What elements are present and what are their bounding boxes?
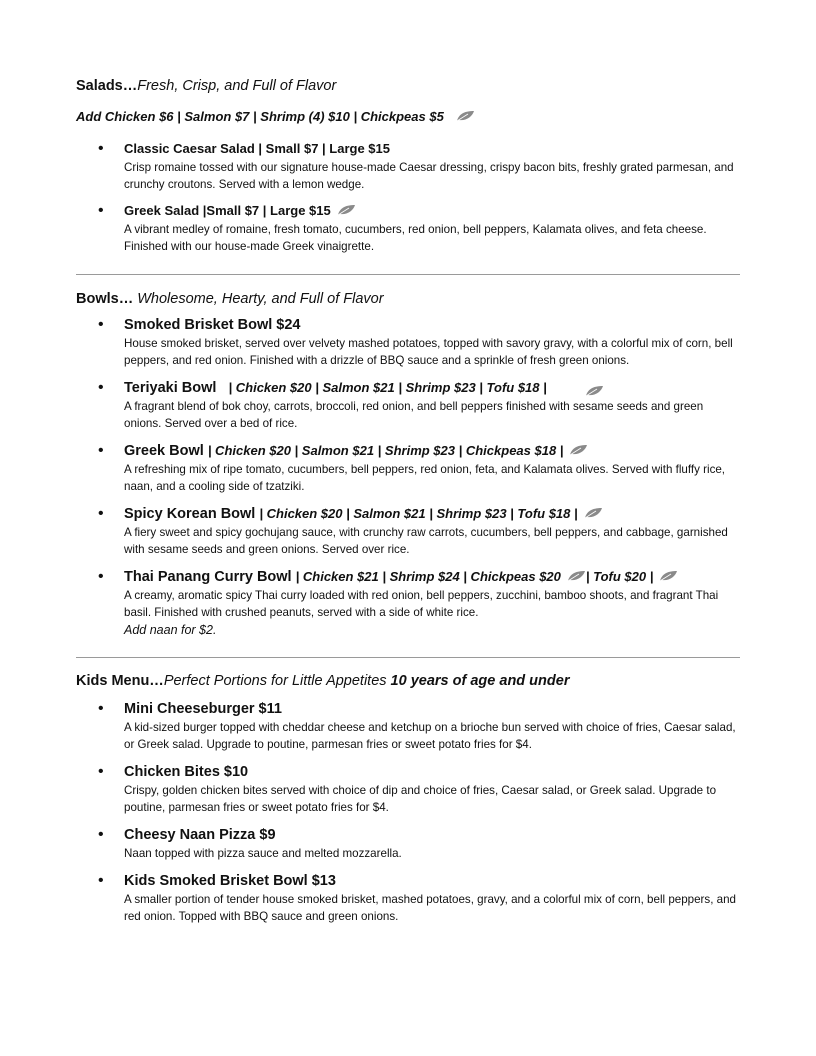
item-title: Teriyaki Bowl | Chicken $20 | Salmon $21 | Shrimp $23 | Tofu $18 | (124, 378, 740, 398)
bullet: • (98, 505, 104, 522)
salads-section (76, 76, 740, 255)
kids-section (76, 671, 740, 925)
item-title: Chicken Bites $10 (124, 764, 249, 780)
list-item (76, 378, 740, 432)
bullet: • (98, 568, 104, 585)
bullet: • (98, 140, 104, 157)
item-title: Classic Caesar Salad | Small $7 | Large $15 (124, 141, 390, 156)
leaf-icon (584, 507, 603, 519)
item-description: Crisp romaine tossed with our signature house-made Caesar dressing, crispy bacon bits, freshly grated parmesan, and crunchy croutons. Served with a lemon wedge. (124, 161, 734, 191)
list-item (76, 315, 740, 369)
list-item (76, 201, 740, 255)
item-title: Smoked Brisket Bowl $24 (124, 317, 301, 333)
item-description: A fiery sweet and spicy gochujang sauce, with crunchy raw carrots, cucumbers, bell peppers, and cabbage, garnished with sesame seeds and green onions. Served over rice. (124, 526, 728, 556)
leaf-icon (659, 570, 678, 582)
item-description: A refreshing mix of ripe tomato, cucumbers, bell peppers, red onion, feta, and Kalamata olives. Served with fluffy rice, naan, and a cooling side of tzatziki. (124, 463, 726, 493)
menu-page (76, 76, 740, 925)
leaf-icon (456, 110, 475, 122)
salads-heading: Salads…Fresh, Crisp, and Full of Flavor (76, 78, 337, 94)
item-title: Mini Cheeseburger $11 (124, 701, 282, 717)
list-item (76, 871, 740, 925)
item-description: House smoked brisket, served over velvety mashed potatoes, topped with savory gravy, with a colorful mix of corn, bell peppers, and red onion. Finished with a drizzle of BBQ sauce and a sprinkle of fresh green onions. (124, 337, 733, 367)
list-item (76, 762, 740, 816)
bowls-heading: Bowls… Wholesome, Hearty, and Full of Flavor (76, 291, 384, 307)
item-title: Spicy Korean Bowl | Chicken $20 | Salmon $21 | Shrimp $23 | Tofu $18 | (124, 504, 740, 524)
item-title: Greek Bowl | Chicken $20 | Salmon $21 | Shrimp $23 | Chickpeas $18 | (124, 441, 740, 461)
bowls-list (76, 315, 740, 639)
kids-heading: Kids Menu…Perfect Portions for Little Appetites 10 years of age and under (76, 673, 570, 689)
leaf-icon (567, 570, 586, 582)
kids-list (76, 699, 740, 925)
item-description: Crispy, golden chicken bites served with choice of dip and choice of fries, Caesar salad, or Greek salad. Upgrade to poutine, parmesan fries or sweet potato fries for $4. (124, 784, 717, 814)
item-description: A creamy, aromatic spicy Thai curry loaded with red onion, bell peppers, zucchini, bamboo shoots, and fragrant Thai basil. Finished with crushed peanuts, served with a side of white rice. (124, 589, 719, 619)
bullet: • (98, 316, 104, 333)
bullet: • (98, 700, 104, 717)
leaf-icon (337, 204, 356, 216)
item-description: A smaller portion of tender house smoked brisket, mashed potatoes, gravy, and a colorful mix of corn, bell peppers, and red onion. Topped with BBQ sauce and green onions. (124, 893, 737, 923)
bullet: • (98, 872, 104, 889)
item-title: Kids Smoked Brisket Bowl $13 (124, 873, 336, 889)
bullet: • (98, 826, 104, 843)
item-description: Naan topped with pizza sauce and melted mozzarella. (124, 847, 402, 860)
leaf-icon (585, 385, 604, 397)
item-description: A vibrant medley of romaine, fresh tomato, cucumbers, red onion, bell peppers, Kalamata olives, and feta cheese. Finished with our house-made Greek vinaigrette. (124, 223, 707, 253)
bowls-section (76, 289, 740, 639)
bullet: • (98, 763, 104, 780)
item-description: A kid-sized burger topped with cheddar cheese and ketchup on a brioche bun served with choice of fries, Caesar salad, or Greek salad. Upgrade to poutine, parmesan fries or sweet potato fries for $4. (124, 721, 736, 751)
item-title: Cheesy Naan Pizza $9 (124, 827, 276, 843)
list-item (76, 441, 740, 495)
section-divider (76, 274, 740, 275)
list-item (76, 504, 740, 558)
item-title: Greek Salad |Small $7 | Large $15 (124, 201, 740, 221)
list-item (76, 139, 740, 193)
bullet: • (98, 379, 104, 396)
item-note: Add naan for $2. (124, 623, 217, 637)
bullet: • (98, 202, 104, 219)
leaf-icon (569, 444, 588, 456)
item-title: Thai Panang Curry Bowl | Chicken $21 | Shrimp $24 | Chickpeas $20 | Tofu $20 | (124, 567, 740, 587)
salads-addons: Add Chicken $6 | Salmon $7 | Shrimp (4) $10 | Chickpeas $5 (76, 108, 740, 126)
list-item (76, 699, 740, 753)
salads-list (76, 139, 740, 255)
section-divider (76, 657, 740, 658)
list-item (76, 567, 740, 639)
bullet: • (98, 442, 104, 459)
item-description: A fragrant blend of bok choy, carrots, broccoli, red onion, and bell peppers finished with sesame seeds and green onions. Served over a bed of rice. (124, 400, 704, 430)
list-item (76, 825, 740, 862)
